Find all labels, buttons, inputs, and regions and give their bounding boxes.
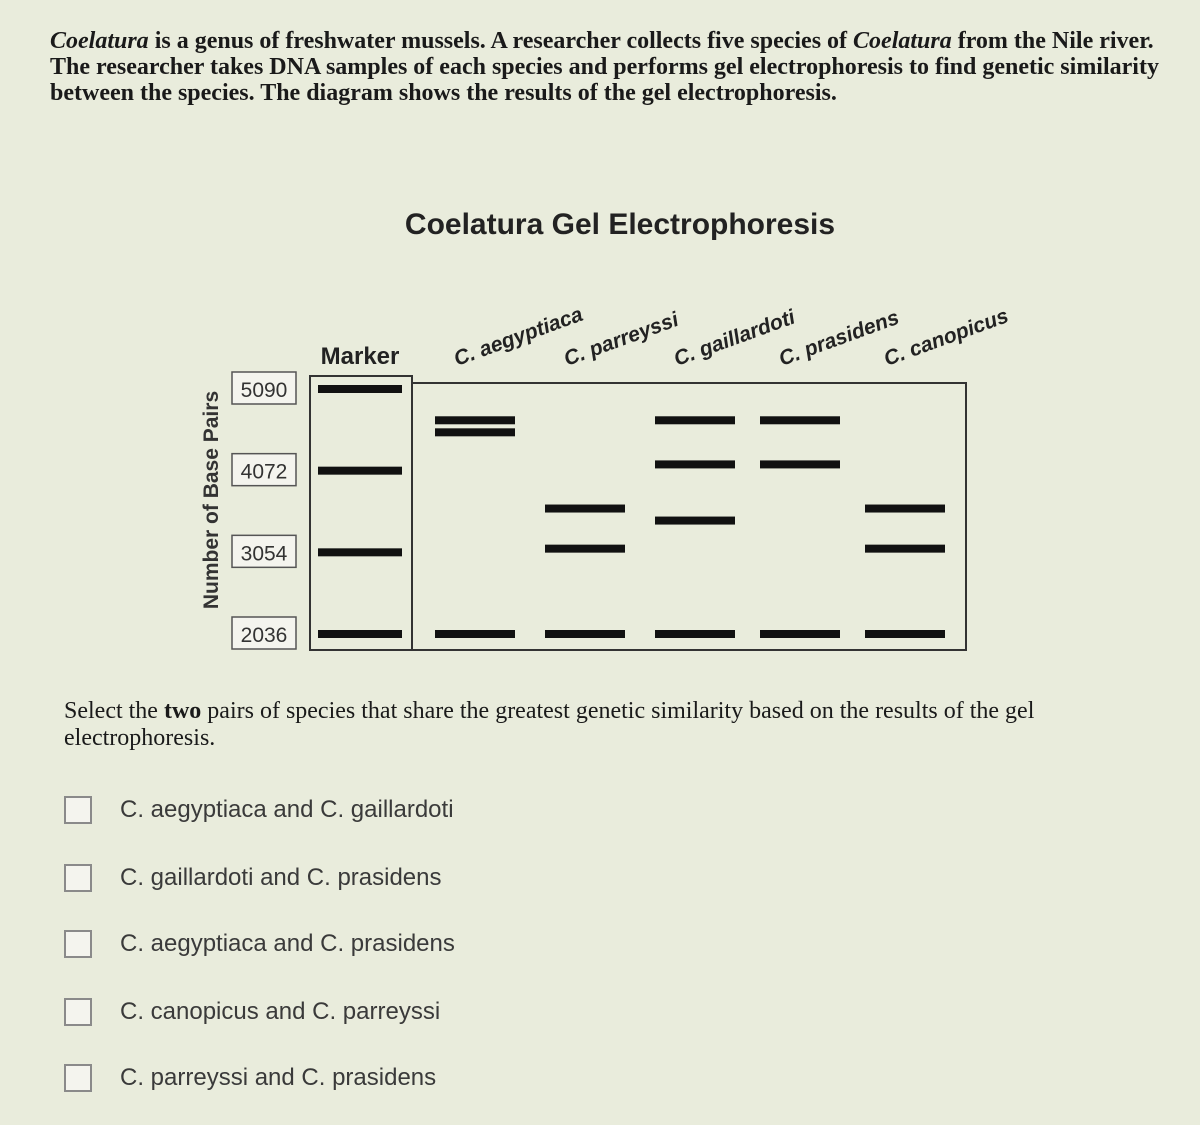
option-4-label: C. canopicus and C. parreyssi [120, 998, 441, 1025]
sample-band [865, 505, 945, 513]
sample-band [435, 428, 515, 436]
checkbox-option-5[interactable] [64, 1064, 92, 1092]
marker-size-label: 5090 [240, 379, 288, 402]
sample-band [435, 630, 515, 638]
lane-label: C. prasidens [775, 305, 903, 371]
sample-band [655, 416, 735, 424]
sample-band [545, 505, 625, 513]
checkbox-option-1[interactable] [64, 796, 92, 824]
marker-lane-label: Marker [320, 343, 400, 370]
lane-label: C. aegyptiaca [450, 302, 586, 371]
marker-band [318, 385, 402, 393]
y-axis-label: Number of Base Pairs [200, 390, 223, 610]
intro-text-2: from the Nile river. The researcher takes DNA samples of each species and performs gel electrophoresis to find genetic similarity between the species. The diagram shows the results of the gel electrophoresis. [50, 28, 1159, 106]
intro-text-1: is a genus of freshwater mussels. A researcher collects five species of [148, 28, 854, 54]
lane-label: C. parreyssi [560, 307, 682, 371]
genus-name: Coelatura [50, 28, 149, 54]
option-3[interactable] [64, 926, 455, 962]
option-1-label: C. aegyptiaca and C. gaillardoti [120, 796, 454, 823]
question-prompt [64, 698, 1144, 752]
checkbox-option-4[interactable] [64, 998, 92, 1026]
option-2[interactable] [64, 860, 442, 896]
sample-band [545, 545, 625, 553]
sample-band [655, 517, 735, 525]
sample-band [545, 630, 625, 638]
question-text-1: Select the [64, 698, 164, 724]
sample-band [865, 545, 945, 553]
sample-band [655, 460, 735, 468]
sample-band [655, 630, 735, 638]
gel-title: Coelatura Gel Electrophoresis [404, 208, 836, 241]
question-emphasis: two [163, 698, 202, 724]
sample-band [865, 630, 945, 638]
marker-size-label: 3054 [240, 542, 288, 566]
marker-size-label: 4072 [240, 460, 288, 484]
checkbox-option-2[interactable] [64, 864, 92, 892]
option-1[interactable] [64, 792, 454, 828]
question-text-2: pairs of species that share the greatest genetic similarity based on the results of the gel electrophoresis. [64, 698, 1035, 751]
sample-band [435, 416, 515, 424]
lane-label: C. canopicus [880, 304, 1012, 371]
sample-band [760, 416, 840, 424]
marker-size-label: 2036 [240, 624, 288, 647]
option-3-label: C. aegyptiaca and C. prasidens [120, 930, 455, 957]
marker-band [318, 467, 402, 475]
option-2-label: C. gaillardoti and C. prasidens [120, 864, 442, 891]
marker-band [318, 548, 402, 556]
genus-name-2: Coelatura [853, 28, 952, 54]
option-5-label: C. parreyssi and C. prasidens [120, 1064, 437, 1091]
checkbox-option-3[interactable] [64, 930, 92, 958]
marker-well [310, 376, 412, 650]
marker-band [318, 630, 402, 638]
sample-band [760, 460, 840, 468]
option-4[interactable] [64, 994, 440, 1030]
lane-label: C. gaillardoti [670, 305, 799, 371]
option-5[interactable] [64, 1060, 436, 1096]
sample-band [760, 630, 840, 638]
